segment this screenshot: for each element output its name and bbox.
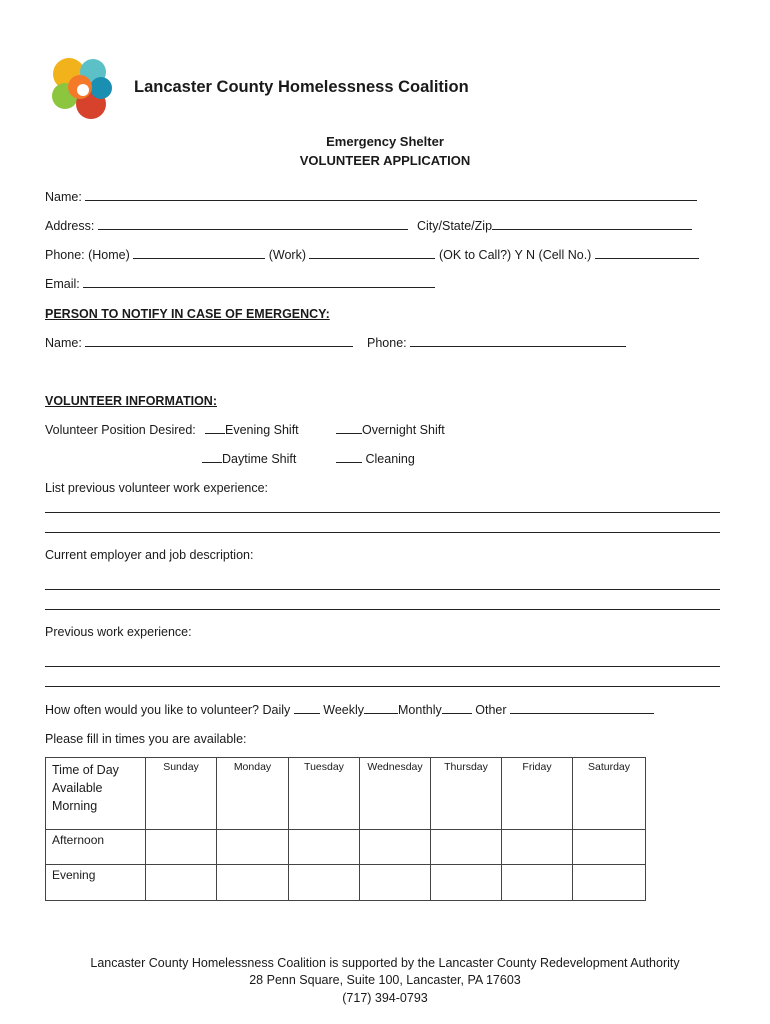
emergency-name-label: Name: xyxy=(45,336,82,350)
daytime-check-line[interactable] xyxy=(202,452,222,463)
table-cell[interactable] xyxy=(146,865,217,901)
phone-home-line[interactable] xyxy=(133,248,265,259)
table-row xyxy=(46,830,646,865)
row-label-evening: Evening xyxy=(46,865,146,901)
frequency-row xyxy=(45,703,654,717)
address-field[interactable] xyxy=(45,219,408,233)
emergency-phone-field[interactable] xyxy=(367,336,626,350)
position-label: Volunteer Position Desired: xyxy=(45,423,196,437)
phone-row xyxy=(45,248,699,262)
corner-line-2: Available xyxy=(52,781,103,795)
row-label-afternoon: Afternoon xyxy=(46,830,146,865)
volunteer-heading: VOLUNTEER INFORMATION: xyxy=(45,394,217,408)
table-row xyxy=(46,865,646,901)
availability-table xyxy=(45,757,646,901)
daytime-shift-label: Daytime Shift xyxy=(222,452,297,466)
overnight-check-line[interactable] xyxy=(336,423,362,434)
email-line[interactable] xyxy=(83,277,435,288)
corner-cell xyxy=(46,758,146,830)
table-cell[interactable] xyxy=(289,830,360,865)
prev-volunteer-label: List previous volunteer work experience: xyxy=(45,481,269,495)
prev-volunteer-line-2[interactable] xyxy=(45,532,720,533)
other-label: Other xyxy=(475,703,507,717)
table-cell[interactable] xyxy=(360,830,431,865)
evening-shift-option[interactable] xyxy=(205,423,299,437)
prev-work-line-1[interactable] xyxy=(45,666,720,667)
table-cell[interactable] xyxy=(360,865,431,901)
form-subtitle: Emergency Shelter xyxy=(326,134,444,149)
employer-line-2[interactable] xyxy=(45,609,720,610)
coalition-logo xyxy=(47,52,115,124)
address-label: Address: xyxy=(45,219,95,233)
cleaning-label: Cleaning xyxy=(365,452,415,466)
footer-address: 28 Penn Square, Suite 100, Lancaster, PA 17603 xyxy=(249,973,521,987)
corner-line-1: Time of Day xyxy=(52,763,119,777)
table-cell[interactable] xyxy=(502,865,573,901)
address-line[interactable] xyxy=(98,219,408,230)
row-label-morning: Morning xyxy=(52,799,98,813)
city-line[interactable] xyxy=(492,219,692,230)
emergency-name-line[interactable] xyxy=(85,336,353,347)
name-label: Name: xyxy=(45,190,82,204)
emergency-heading: PERSON TO NOTIFY IN CASE OF EMERGENCY: xyxy=(45,307,330,321)
phone-work-line[interactable] xyxy=(309,248,435,259)
day-header-saturday: Saturday xyxy=(573,758,646,830)
table-cell[interactable] xyxy=(502,830,573,865)
emergency-phone-line[interactable] xyxy=(410,336,626,347)
table-cell[interactable] xyxy=(217,830,289,865)
table-cell[interactable] xyxy=(431,865,502,901)
day-header-friday: Friday xyxy=(502,758,573,830)
employer-label: Current employer and job description: xyxy=(45,548,254,562)
day-header-monday: Monday xyxy=(217,758,289,830)
daytime-shift-option[interactable] xyxy=(202,452,296,466)
other-line[interactable] xyxy=(510,703,654,714)
org-name: Lancaster County Homelessness Coalition xyxy=(134,78,469,96)
weekly-label: Weekly xyxy=(323,703,365,717)
email-field[interactable] xyxy=(45,277,435,291)
phone-home-label: Phone: (Home) xyxy=(45,248,130,262)
day-header-thursday: Thursday xyxy=(431,758,502,830)
times-label: Please fill in times you are available: xyxy=(45,732,247,746)
table-cell[interactable] xyxy=(431,830,502,865)
prev-work-line-2[interactable] xyxy=(45,686,720,687)
form-title: VOLUNTEER APPLICATION xyxy=(299,153,471,168)
prev-volunteer-line-1[interactable] xyxy=(45,512,720,513)
table-cell[interactable] xyxy=(146,830,217,865)
footer-phone: (717) 394-0793 xyxy=(342,991,428,1005)
table-cell[interactable] xyxy=(289,865,360,901)
emergency-phone-label: Phone: xyxy=(367,336,407,350)
phone-work-label: (Work) xyxy=(268,248,306,262)
day-header-tuesday: Tuesday xyxy=(289,758,360,830)
cleaning-option[interactable] xyxy=(336,452,415,466)
cleaning-check-line[interactable] xyxy=(336,452,362,463)
table-row xyxy=(46,758,646,830)
overnight-shift-label: Overnight Shift xyxy=(362,423,445,437)
cell-line[interactable] xyxy=(595,248,699,259)
table-cell[interactable] xyxy=(573,830,646,865)
email-label: Email: xyxy=(45,277,80,291)
emergency-name-field[interactable] xyxy=(45,336,353,350)
overnight-shift-option[interactable] xyxy=(336,423,445,437)
evening-check-line[interactable] xyxy=(205,423,225,434)
weekly-line[interactable] xyxy=(364,703,398,714)
day-header-wednesday: Wednesday xyxy=(360,758,431,830)
prev-work-label: Previous work experience: xyxy=(45,625,192,639)
table-cell[interactable] xyxy=(217,865,289,901)
day-header-sunday: Sunday xyxy=(146,758,217,830)
daily-line[interactable] xyxy=(294,703,320,714)
city-label: City/State/Zip xyxy=(417,219,493,233)
monthly-label: Monthly xyxy=(398,703,442,717)
city-field[interactable] xyxy=(417,219,692,233)
name-field[interactable] xyxy=(45,190,697,204)
ok-to-call-label: (OK to Call?) Y N (Cell No.) xyxy=(438,248,592,262)
footer-support: Lancaster County Homelessness Coalition is supported by the Lancaster County Redevelopment Authority xyxy=(90,956,680,970)
table-cell[interactable] xyxy=(573,865,646,901)
name-line[interactable] xyxy=(85,190,697,201)
frequency-label: How often would you like to volunteer? Daily xyxy=(45,703,291,717)
evening-shift-label: Evening Shift xyxy=(225,423,299,437)
employer-line-1[interactable] xyxy=(45,589,720,590)
monthly-line[interactable] xyxy=(442,703,472,714)
